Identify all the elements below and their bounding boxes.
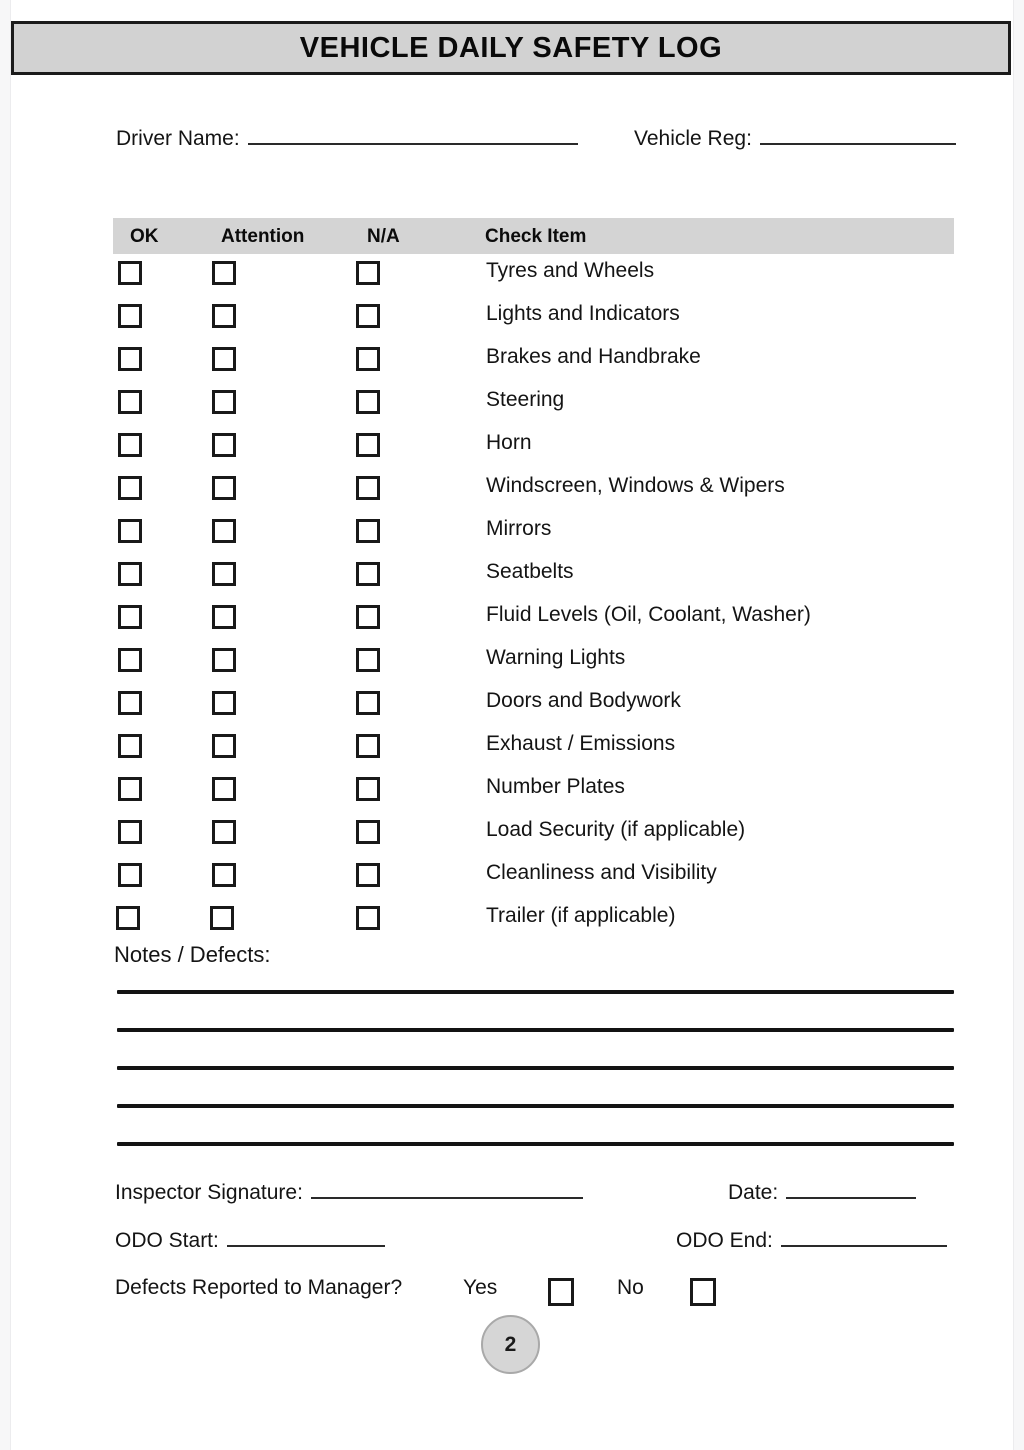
checklist-row bbox=[0, 304, 1024, 347]
checkbox-na[interactable] bbox=[356, 433, 380, 457]
checkbox-attention[interactable] bbox=[212, 820, 236, 844]
checkbox-ok[interactable] bbox=[118, 820, 142, 844]
odo-end-label: ODO End: bbox=[676, 1229, 773, 1252]
checkbox-attention[interactable] bbox=[212, 261, 236, 285]
checkbox-na[interactable] bbox=[356, 691, 380, 715]
checkbox-attention[interactable] bbox=[212, 562, 236, 586]
inspector-signature-label: Inspector Signature: bbox=[115, 1181, 303, 1204]
checkbox-na[interactable] bbox=[356, 347, 380, 371]
checkbox-attention[interactable] bbox=[212, 476, 236, 500]
checkbox-na[interactable] bbox=[356, 648, 380, 672]
date-field[interactable] bbox=[728, 1180, 916, 1205]
driver-name-input-rule[interactable] bbox=[248, 126, 578, 145]
defects-reported-row bbox=[115, 1276, 960, 1328]
footer-fields bbox=[115, 1180, 960, 1328]
checklist-table-header bbox=[113, 218, 954, 254]
check-item-label: Warning Lights bbox=[486, 646, 626, 669]
driver-name-label: Driver Name: bbox=[116, 127, 240, 150]
checkbox-na[interactable] bbox=[356, 605, 380, 629]
checkbox-attention[interactable] bbox=[212, 347, 236, 371]
checkbox-attention[interactable] bbox=[212, 691, 236, 715]
checkbox-ok[interactable] bbox=[118, 347, 142, 371]
checklist-row bbox=[0, 347, 1024, 390]
column-header-ok: OK bbox=[130, 226, 159, 247]
checkbox-attention[interactable] bbox=[212, 863, 236, 887]
odo-end-input-rule[interactable] bbox=[781, 1228, 947, 1247]
column-header-check-item: Check Item bbox=[485, 226, 587, 247]
defects-yes-label: Yes bbox=[463, 1276, 498, 1299]
check-item-label: Horn bbox=[486, 431, 532, 454]
checklist-rows bbox=[0, 261, 1024, 949]
checkbox-attention[interactable] bbox=[212, 390, 236, 414]
checklist-row bbox=[0, 390, 1024, 433]
checklist-row bbox=[0, 519, 1024, 562]
check-item-label: Cleanliness and Visibility bbox=[486, 861, 717, 884]
notes-defects-label: Notes / Defects: bbox=[114, 942, 271, 967]
check-item-label: Exhaust / Emissions bbox=[486, 732, 676, 755]
notes-write-line[interactable] bbox=[117, 990, 954, 994]
checkbox-na[interactable] bbox=[356, 863, 380, 887]
checkbox-attention[interactable] bbox=[212, 648, 236, 672]
checkbox-na[interactable] bbox=[356, 304, 380, 328]
check-item-label: Fluid Levels (Oil, Coolant, Washer) bbox=[486, 603, 811, 626]
checklist-row bbox=[0, 605, 1024, 648]
checklist-row bbox=[0, 562, 1024, 605]
odo-start-label: ODO Start: bbox=[115, 1229, 219, 1252]
page-number-badge: 2 bbox=[481, 1315, 540, 1374]
odo-row bbox=[115, 1228, 960, 1276]
checkbox-ok[interactable] bbox=[118, 777, 142, 801]
checkbox-attention[interactable] bbox=[212, 734, 236, 758]
notes-defects-lines bbox=[117, 990, 954, 1180]
checkbox-na[interactable] bbox=[356, 820, 380, 844]
checklist-row bbox=[0, 261, 1024, 304]
checkbox-attention[interactable] bbox=[212, 777, 236, 801]
inspector-signature-field[interactable] bbox=[115, 1180, 583, 1205]
document-title-banner bbox=[11, 21, 1011, 75]
page-title: VEHICLE DAILY SAFETY LOG bbox=[299, 31, 723, 64]
checklist-row bbox=[0, 433, 1024, 476]
checkbox-na[interactable] bbox=[356, 734, 380, 758]
checkbox-ok[interactable] bbox=[118, 691, 142, 715]
check-item-label: Steering bbox=[486, 388, 565, 411]
checkbox-ok[interactable] bbox=[116, 906, 140, 930]
checklist-row bbox=[0, 476, 1024, 519]
vehicle-reg-field[interactable] bbox=[634, 126, 956, 151]
checkbox-ok[interactable] bbox=[118, 261, 142, 285]
checkbox-ok[interactable] bbox=[118, 390, 142, 414]
checkbox-ok[interactable] bbox=[118, 476, 142, 500]
column-header-attention: Attention bbox=[221, 226, 305, 247]
defects-reported-label: Defects Reported to Manager? bbox=[115, 1276, 403, 1299]
checkbox-na[interactable] bbox=[356, 476, 380, 500]
odo-end-field[interactable] bbox=[676, 1228, 947, 1253]
checkbox-ok[interactable] bbox=[118, 863, 142, 887]
checklist-row bbox=[0, 777, 1024, 820]
notes-write-line[interactable] bbox=[117, 1142, 954, 1146]
checklist-row bbox=[0, 820, 1024, 863]
signature-date-row bbox=[115, 1180, 960, 1228]
checkbox-ok[interactable] bbox=[118, 734, 142, 758]
checkbox-ok[interactable] bbox=[118, 562, 142, 586]
checkbox-ok[interactable] bbox=[118, 605, 142, 629]
check-item-label: Trailer (if applicable) bbox=[486, 904, 676, 927]
driver-name-field[interactable] bbox=[116, 126, 578, 151]
checkbox-na[interactable] bbox=[356, 562, 380, 586]
column-header-na: N/A bbox=[367, 226, 400, 247]
checklist-row bbox=[0, 734, 1024, 777]
check-item-label: Brakes and Handbrake bbox=[486, 345, 701, 368]
check-item-label: Number Plates bbox=[486, 775, 625, 798]
checkbox-ok[interactable] bbox=[118, 304, 142, 328]
checkbox-na[interactable] bbox=[356, 906, 380, 930]
checklist-row bbox=[0, 648, 1024, 691]
header-fields-row bbox=[116, 126, 961, 158]
notes-write-line[interactable] bbox=[117, 1104, 954, 1108]
checkbox-na[interactable] bbox=[356, 777, 380, 801]
check-item-label: Mirrors bbox=[486, 517, 552, 540]
checkbox-attention[interactable] bbox=[212, 433, 236, 457]
checkbox-na[interactable] bbox=[356, 390, 380, 414]
vehicle-reg-input-rule[interactable] bbox=[760, 126, 956, 145]
checkbox-attention[interactable] bbox=[212, 605, 236, 629]
inspector-signature-input-rule[interactable] bbox=[311, 1180, 583, 1199]
check-item-label: Tyres and Wheels bbox=[486, 259, 655, 282]
odo-start-field[interactable] bbox=[115, 1228, 385, 1253]
checkbox-na[interactable] bbox=[356, 261, 380, 285]
notes-write-line[interactable] bbox=[117, 1066, 954, 1070]
checklist-row bbox=[0, 863, 1024, 906]
check-item-label: Windscreen, Windows & Wipers bbox=[486, 474, 785, 497]
check-item-label: Seatbelts bbox=[486, 560, 574, 583]
checkbox-na[interactable] bbox=[356, 519, 380, 543]
check-item-label: Lights and Indicators bbox=[486, 302, 680, 325]
checkbox-ok[interactable] bbox=[118, 648, 142, 672]
check-item-label: Doors and Bodywork bbox=[486, 689, 681, 712]
vehicle-reg-label: Vehicle Reg: bbox=[634, 127, 752, 150]
checkbox-attention[interactable] bbox=[212, 304, 236, 328]
checkbox-attention[interactable] bbox=[212, 519, 236, 543]
defects-no-label: No bbox=[617, 1276, 644, 1299]
defects-yes-checkbox[interactable] bbox=[548, 1278, 574, 1306]
check-item-label: Load Security (if applicable) bbox=[486, 818, 746, 841]
checklist-row bbox=[0, 691, 1024, 734]
checkbox-ok[interactable] bbox=[118, 519, 142, 543]
date-label: Date: bbox=[728, 1181, 779, 1204]
odo-start-input-rule[interactable] bbox=[227, 1228, 385, 1247]
checkbox-ok[interactable] bbox=[118, 433, 142, 457]
checkbox-attention[interactable] bbox=[210, 906, 234, 930]
notes-write-line[interactable] bbox=[117, 1028, 954, 1032]
defects-no-checkbox[interactable] bbox=[690, 1278, 716, 1306]
date-input-rule[interactable] bbox=[786, 1180, 916, 1199]
